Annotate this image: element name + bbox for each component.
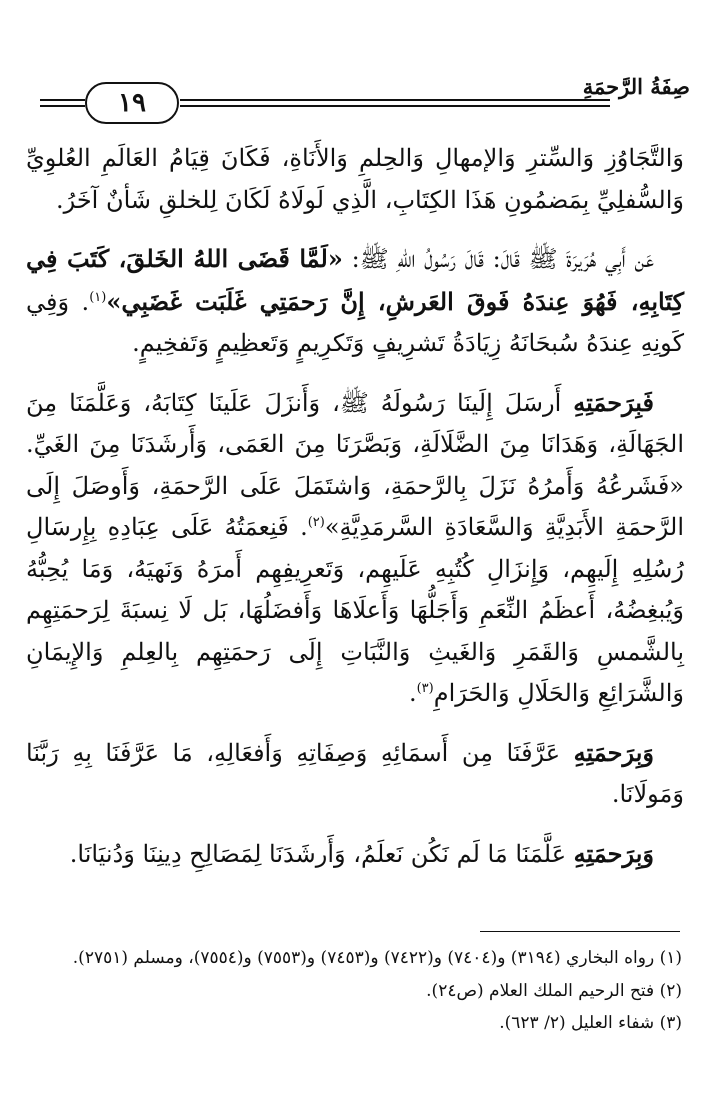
- footnote-ref-2: (٢): [307, 515, 325, 530]
- paragraph-3-lead: فَبِرَحمَتِهِ: [573, 387, 654, 417]
- paragraph-1: [26, 138, 684, 221]
- paragraph-4-text: عَرَّفَنَا مِن أَسمَائِهِ وَصِفَاتِهِ وَأَفعَالِهِ، مَا عَرَّفَنَا بِهِ رَبَّنَا وَمَولَانَا.: [26, 738, 684, 808]
- paragraph-4-lead: وَبِرَحمَتِهِ: [573, 737, 654, 767]
- paragraph-2: [26, 238, 684, 365]
- paragraph-1-text: وَالتَّجَاوُزِ وَالسِّترِ وَالإمهالِ وَالحِلمِ وَالأَنَاةِ، فَكَانَ قِيَامُ العَالَمِ العُلوِيِّ وَالسُّفلِيِّ بِمَضمُونِ هَذَا الكِتَابِ، الَّذِي لَولَاهُ لَكَانَ لِلخلقِ شَأنٌ آخَرُ.: [26, 144, 684, 214]
- footnotes: [26, 944, 682, 1042]
- body-text: [26, 138, 684, 892]
- footnote-2: (٢) فتح الرحيم الملك العلام (ص٢٤).: [426, 980, 682, 1001]
- running-title: صِفَةُ الرَّحمَةِ: [582, 74, 690, 99]
- header-rule-right-2: [180, 105, 610, 107]
- paragraph-2-rest: . وَفِي كَونِهِ عِندَهُ سُبحَانَهُ زِيَادَةُ تَشرِيفٍ وَتَكرِيمٍ وَتَعظِيمٍ وَتَفخِيمٍ.: [26, 287, 684, 357]
- footnote-1: (١) رواه البخاري (٣١٩٤) و(٧٤٠٤) و(٧٤٢٢) و(٧٤٥٣) و(٧٥٥٣) و(٧٥٥٤)، ومسلم (٢٧٥١).: [72, 948, 682, 968]
- paragraph-3-end: .: [408, 679, 417, 707]
- footnote-3: (٣) شفاء العليل (٢/ ٦٢٣).: [499, 1013, 682, 1033]
- page-number: ١٩: [85, 82, 179, 124]
- paragraph-3-text-b: . فَنِعمَتُهُ عَلَى عِبَادِهِ بِإِرسَالِ رُسُلِهِ إِلَيهِم، وَإِنزَالِ كُتُبِهِ عَلَيهِم، وَتَعرِيفِهِم أَمرَهُ وَنَهيَهُ، وَمَا يُحِبُّهُ وَيُبغِضُهُ، أَعظَمُ النِّعَمِ وَأَجَلُّهَا وَأَعلَاهَا وَأَفضَلُهَا، بَل لَا نِسبَةَ لِرَحمَتِهِم بِالشَّمسِ وَالقَمَرِ وَالغَيثِ وَالنَّبَاتِ إِلَى رَحمَتِهِم بِالعِلمِ وَالإِيمَانِ وَالشَّرَائِعِ وَالحَلَالِ وَالحَرَامِ: [26, 513, 684, 707]
- paragraph-3: [26, 382, 684, 715]
- paragraph-3-text-a: أَرسَلَ إِلَينَا رَسُولَهُ ﷺ، وَأَنزَلَ عَلَينَا كِتَابَهُ، وَعَلَّمَنَا مِنَ الجَهَالَةِ، وَهَدَانَا مِنَ الضَّلَالَةِ، وَبَصَّرَنَا مِنَ العَمَى، وَأَرشَدَنَا مِنَ الغَيِّ. «فَشَرعُهُ وَأَمرُهُ نَزَلَ بِالرَّحمَةِ، وَاشتَمَلَ عَلَى الرَّحمَةِ، وَأَوصَلَ إِلَى الرَّحمَةِ الأَبَدِيَّةِ وَالسَّعَادَةِ السَّرمَدِيَّةِ»: [26, 388, 684, 541]
- footnote-ref-1: (١): [89, 289, 107, 305]
- hadith-quote: «لَمَّا قَضَى اللهُ الخَلقَ، كَتَبَ فِي كِتَابِهِ، فَهُوَ عِندَهُ فَوقَ العَرشِ، إِنَّ رَحمَتِي غَلَبَت غَضَبِي»: [26, 244, 685, 316]
- page-header: [30, 74, 690, 130]
- header-rule-left: [40, 99, 85, 101]
- header-rule-right: [180, 99, 610, 101]
- paragraph-5-lead: وَبِرَحمَتِهِ: [573, 838, 654, 868]
- paragraph-4: [26, 732, 684, 816]
- paragraph-5-text: عَلَّمَنَا مَا لَم نَكُن نَعلَمُ، وَأَرشَدَنَا لِمَصَالِحِ دِينِنَا وَدُنيَانَا.: [69, 839, 574, 868]
- hadith-lead: عَن أَبِي هُرَيرَةَ ﷺ قَالَ: قَالَ رَسُولُ اللهِ ﷺ:: [351, 245, 655, 273]
- footnote-ref-3: (٣): [416, 681, 434, 696]
- header-rule-left-2: [40, 105, 85, 107]
- paragraph-5: [26, 833, 684, 876]
- footnote-separator: [480, 931, 680, 932]
